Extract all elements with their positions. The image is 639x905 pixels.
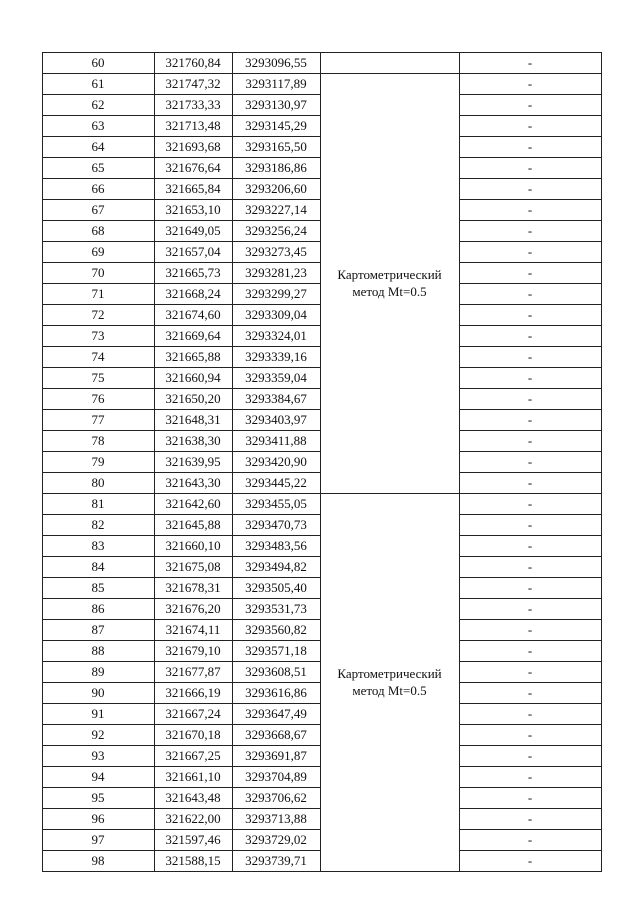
point-number: 72 bbox=[91, 307, 105, 322]
x-coordinate: 321675,08 bbox=[165, 559, 221, 574]
y-coordinate: 3293691,87 bbox=[245, 748, 307, 763]
method-divider bbox=[320, 52, 459, 53]
y-coordinate: 3293571,18 bbox=[245, 643, 307, 658]
point-number: 91 bbox=[91, 706, 105, 721]
method-line-1: Картометрический bbox=[337, 666, 442, 681]
point-number: 97 bbox=[91, 832, 105, 847]
x-coordinate: 321660,94 bbox=[165, 370, 221, 385]
point-number: 77 bbox=[91, 412, 105, 427]
y-coordinate: 3293227,14 bbox=[245, 202, 307, 217]
precision-value: - bbox=[527, 853, 533, 868]
precision-value: - bbox=[527, 496, 533, 511]
x-coordinate: 321643,48 bbox=[165, 790, 221, 805]
x-coordinate: 321669,64 bbox=[165, 328, 221, 343]
point-number: 64 bbox=[91, 139, 105, 154]
x-coordinate: 321597,46 bbox=[165, 832, 221, 847]
x-coordinate: 321679,10 bbox=[165, 643, 221, 658]
x-coordinate: 321760,84 bbox=[165, 55, 221, 70]
precision-value: - bbox=[527, 685, 533, 700]
y-coordinate: 3293483,56 bbox=[245, 538, 307, 553]
table-border-right bbox=[601, 52, 602, 871]
precision-value: - bbox=[527, 328, 533, 343]
x-coordinate: 321645,88 bbox=[165, 517, 221, 532]
precision-value: - bbox=[527, 601, 533, 616]
y-coordinate: 3293186,86 bbox=[245, 160, 307, 175]
point-number: 67 bbox=[91, 202, 105, 217]
x-coordinate: 321676,20 bbox=[165, 601, 221, 616]
precision-value: - bbox=[527, 244, 533, 259]
point-number: 86 bbox=[91, 601, 105, 616]
precision-value: - bbox=[527, 160, 533, 175]
x-coordinate: 321653,10 bbox=[165, 202, 221, 217]
x-coordinate: 321665,84 bbox=[165, 181, 221, 196]
x-coordinate: 321666,19 bbox=[165, 685, 221, 700]
precision-value: - bbox=[527, 349, 533, 364]
point-number: 61 bbox=[91, 76, 105, 91]
precision-value: - bbox=[527, 454, 533, 469]
precision-value: - bbox=[527, 76, 533, 91]
point-number: 90 bbox=[91, 685, 105, 700]
method-line-2: метод Mt=0.5 bbox=[352, 284, 427, 299]
x-coordinate: 321668,24 bbox=[165, 286, 221, 301]
y-coordinate: 3293096,55 bbox=[245, 55, 307, 70]
point-number: 98 bbox=[91, 853, 105, 868]
method-cell-group-2 bbox=[320, 665, 459, 699]
precision-value: - bbox=[527, 475, 533, 490]
x-coordinate: 321657,04 bbox=[165, 244, 221, 259]
y-coordinate: 3293165,50 bbox=[245, 139, 307, 154]
y-coordinate: 3293281,23 bbox=[245, 265, 307, 280]
x-coordinate: 321678,31 bbox=[165, 580, 221, 595]
x-coordinate: 321660,10 bbox=[165, 538, 221, 553]
col-divider bbox=[320, 52, 321, 871]
y-coordinate: 3293420,90 bbox=[245, 454, 307, 469]
y-coordinate: 3293608,51 bbox=[245, 664, 307, 679]
row-divider bbox=[459, 871, 602, 872]
point-number: 62 bbox=[91, 97, 105, 112]
y-coordinate: 3293616,86 bbox=[245, 685, 307, 700]
y-coordinate: 3293309,04 bbox=[245, 307, 307, 322]
precision-value: - bbox=[527, 559, 533, 574]
point-number: 63 bbox=[91, 118, 105, 133]
point-number: 83 bbox=[91, 538, 105, 553]
x-coordinate: 321622,00 bbox=[165, 811, 221, 826]
precision-value: - bbox=[527, 748, 533, 763]
point-number: 93 bbox=[91, 748, 105, 763]
point-number: 69 bbox=[91, 244, 105, 259]
y-coordinate: 3293729,02 bbox=[245, 832, 307, 847]
precision-value: - bbox=[527, 580, 533, 595]
y-coordinate: 3293706,62 bbox=[245, 790, 307, 805]
precision-value: - bbox=[527, 286, 533, 301]
x-coordinate: 321638,30 bbox=[165, 433, 221, 448]
precision-value: - bbox=[527, 412, 533, 427]
y-coordinate: 3293324,01 bbox=[245, 328, 307, 343]
point-number: 66 bbox=[91, 181, 105, 196]
y-coordinate: 3293359,04 bbox=[245, 370, 307, 385]
x-coordinate: 321674,60 bbox=[165, 307, 221, 322]
x-coordinate: 321670,18 bbox=[165, 727, 221, 742]
y-coordinate: 3293145,29 bbox=[245, 118, 307, 133]
point-number: 80 bbox=[91, 475, 105, 490]
precision-value: - bbox=[527, 391, 533, 406]
point-number: 76 bbox=[91, 391, 105, 406]
x-coordinate: 321665,88 bbox=[165, 349, 221, 364]
point-number: 92 bbox=[91, 727, 105, 742]
precision-value: - bbox=[527, 517, 533, 532]
y-coordinate: 3293470,73 bbox=[245, 517, 307, 532]
precision-value: - bbox=[527, 223, 533, 238]
precision-value: - bbox=[527, 139, 533, 154]
precision-value: - bbox=[527, 727, 533, 742]
precision-value: - bbox=[527, 265, 533, 280]
x-coordinate: 321667,24 bbox=[165, 706, 221, 721]
precision-value: - bbox=[527, 643, 533, 658]
y-coordinate: 3293445,22 bbox=[245, 475, 307, 490]
y-coordinate: 3293299,27 bbox=[245, 286, 307, 301]
y-coordinate: 3293117,89 bbox=[245, 76, 307, 91]
y-coordinate: 3293739,71 bbox=[245, 853, 307, 868]
y-coordinate: 3293455,05 bbox=[245, 496, 307, 511]
precision-value: - bbox=[527, 538, 533, 553]
x-coordinate: 321674,11 bbox=[165, 622, 221, 637]
y-coordinate: 3293273,45 bbox=[245, 244, 307, 259]
point-number: 68 bbox=[91, 223, 105, 238]
point-number: 73 bbox=[91, 328, 105, 343]
x-coordinate: 321649,05 bbox=[165, 223, 221, 238]
point-number: 81 bbox=[91, 496, 105, 511]
point-number: 60 bbox=[91, 55, 105, 70]
x-coordinate: 321677,87 bbox=[165, 664, 221, 679]
point-number: 89 bbox=[91, 664, 105, 679]
y-coordinate: 3293668,67 bbox=[245, 727, 307, 742]
precision-value: - bbox=[527, 97, 533, 112]
precision-value: - bbox=[527, 307, 533, 322]
x-coordinate: 321667,25 bbox=[165, 748, 221, 763]
point-number: 85 bbox=[91, 580, 105, 595]
y-coordinate: 3293411,88 bbox=[245, 433, 307, 448]
point-number: 70 bbox=[91, 265, 105, 280]
precision-value: - bbox=[527, 832, 533, 847]
point-number: 88 bbox=[91, 643, 105, 658]
point-number: 71 bbox=[91, 286, 105, 301]
y-coordinate: 3293713,88 bbox=[245, 811, 307, 826]
method-line-2: метод Mt=0.5 bbox=[352, 683, 427, 698]
method-divider bbox=[320, 73, 459, 74]
point-number: 65 bbox=[91, 160, 105, 175]
method-divider bbox=[320, 493, 459, 494]
point-number: 75 bbox=[91, 370, 105, 385]
x-coordinate: 321676,64 bbox=[165, 160, 221, 175]
precision-value: - bbox=[527, 55, 533, 70]
x-coordinate: 321713,48 bbox=[165, 118, 221, 133]
x-coordinate: 321648,31 bbox=[165, 412, 221, 427]
row-divider bbox=[42, 871, 320, 872]
x-coordinate: 321643,30 bbox=[165, 475, 221, 490]
x-coordinate: 321747,32 bbox=[165, 76, 221, 91]
y-coordinate: 3293130,97 bbox=[245, 97, 307, 112]
point-number: 84 bbox=[91, 559, 105, 574]
y-coordinate: 3293531,73 bbox=[245, 601, 307, 616]
y-coordinate: 3293403,97 bbox=[245, 412, 307, 427]
precision-value: - bbox=[527, 664, 533, 679]
x-coordinate: 321642,60 bbox=[165, 496, 221, 511]
point-number: 94 bbox=[91, 769, 105, 784]
x-coordinate: 321639,95 bbox=[165, 454, 221, 469]
y-coordinate: 3293339,16 bbox=[245, 349, 307, 364]
x-coordinate: 321733,33 bbox=[165, 97, 221, 112]
precision-value: - bbox=[527, 622, 533, 637]
method-line-1: Картометрический bbox=[337, 267, 442, 282]
point-number: 82 bbox=[91, 517, 105, 532]
method-divider bbox=[320, 871, 459, 872]
x-coordinate: 321661,10 bbox=[165, 769, 221, 784]
point-number: 95 bbox=[91, 790, 105, 805]
y-coordinate: 3293560,82 bbox=[245, 622, 307, 637]
point-number: 74 bbox=[91, 349, 105, 364]
point-number: 79 bbox=[91, 454, 105, 469]
y-coordinate: 3293647,49 bbox=[245, 706, 307, 721]
point-number: 96 bbox=[91, 811, 105, 826]
precision-value: - bbox=[527, 811, 533, 826]
x-coordinate: 321588,15 bbox=[165, 853, 221, 868]
y-coordinate: 3293206,60 bbox=[245, 181, 307, 196]
precision-value: - bbox=[527, 181, 533, 196]
y-coordinate: 3293384,67 bbox=[245, 391, 307, 406]
y-coordinate: 3293704,89 bbox=[245, 769, 307, 784]
precision-value: - bbox=[527, 433, 533, 448]
x-coordinate: 321665,73 bbox=[165, 265, 221, 280]
precision-value: - bbox=[527, 118, 533, 133]
y-coordinate: 3293494,82 bbox=[245, 559, 307, 574]
method-cell-group-1 bbox=[320, 266, 459, 300]
x-coordinate: 321650,20 bbox=[165, 391, 221, 406]
y-coordinate: 3293256,24 bbox=[245, 223, 307, 238]
precision-value: - bbox=[527, 202, 533, 217]
precision-value: - bbox=[527, 790, 533, 805]
point-number: 78 bbox=[91, 433, 105, 448]
precision-value: - bbox=[527, 370, 533, 385]
y-coordinate: 3293505,40 bbox=[245, 580, 307, 595]
point-number: 87 bbox=[91, 622, 105, 637]
precision-value: - bbox=[527, 769, 533, 784]
precision-value: - bbox=[527, 706, 533, 721]
x-coordinate: 321693,68 bbox=[165, 139, 221, 154]
